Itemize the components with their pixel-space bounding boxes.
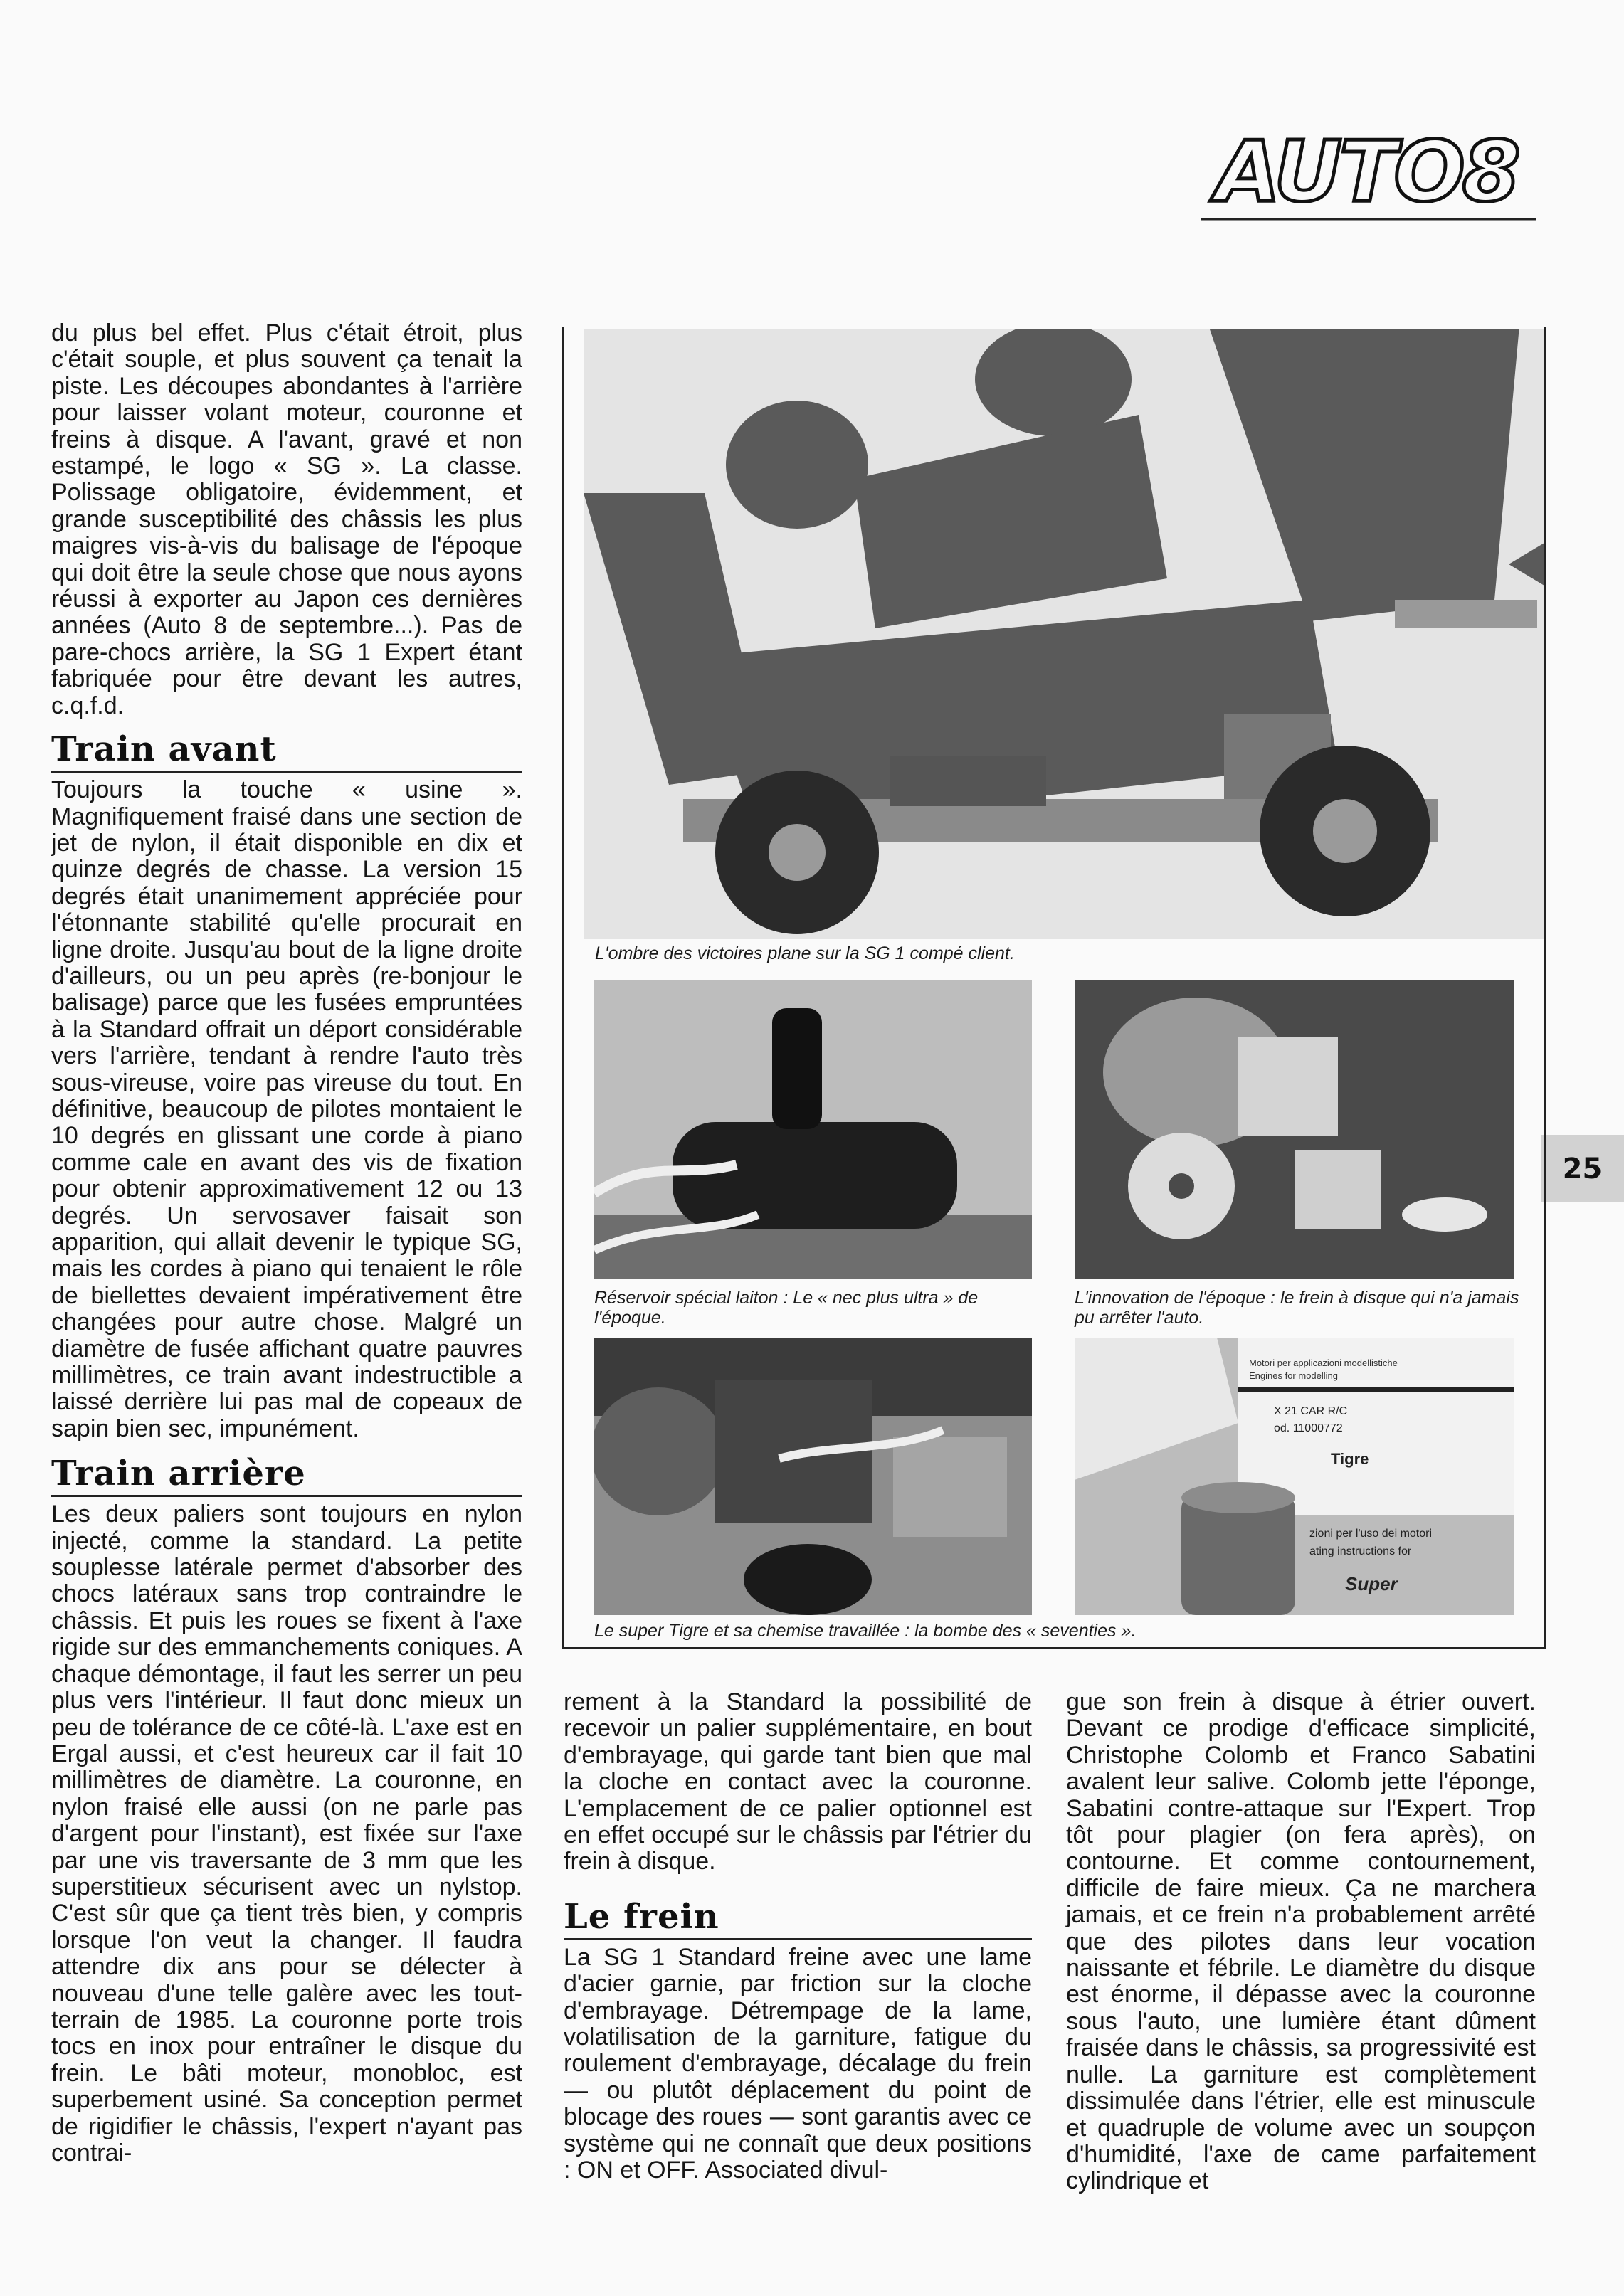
box-label-5: Tigre	[1331, 1450, 1369, 1468]
photo-frame-bottom	[562, 1647, 1546, 1649]
box-label-6: zioni per l'uso dei motori	[1309, 1528, 1433, 1540]
heading-train-avant: Train avant	[51, 729, 522, 773]
logo-text: AUTO8	[1216, 122, 1518, 221]
right-column	[1066, 1689, 1536, 2195]
left-column	[51, 320, 522, 2167]
tank-photo	[594, 980, 1032, 1279]
engine-photo	[594, 1338, 1032, 1615]
right-paragraph: gue son frein à disque à étrier ouvert. Devant ce prodige d'efficace simplicité, Christophe Colomb et Franco Sabatini avalent leur salive. Colomb jette l'éponge, Sabatini contre-attaque sur l'Expert. Trop tôt pour plagier (on fera après), on contourne. Et comme contournement, difficile de faire mieux. Ça ne marchera jamais, et ce frein n'a probablement arrêté que des pilotes dans leur vocation naissante et fébrile. Le diamètre du disque est énorme, il dépasse avec la couronne sous l'auto, une lumière étant dûment fraisée dans le châssis, sa progressivité est nulle. La garniture est complètement dissimulée dans l'étrier, elle est minuscule et quadruple de volume avec un soupçon d'humidité, l'axe de came parfaitement cylindrique et	[1066, 1688, 1536, 2195]
heading-le-frein: Le frein	[564, 1897, 1032, 1940]
box-label-1: Motori per applicazioni modellistiche	[1249, 1358, 1398, 1368]
box-label-2: Engines for modelling	[1249, 1370, 1339, 1381]
box-label-8: Super	[1345, 1573, 1398, 1594]
middle-paragraph: rement à la Standard la possibilité de recevoir un palier supplémentaire, en bout d'embrayage, qui garde tant bien que mal la cloche en contact avec la couronne. L'emplacement de ce palier optionnel est en effet occupé sur le châssis par l'étrier du frein à disque.	[564, 1688, 1032, 1876]
brake-paragraph: La SG 1 Standard freine avec une lame d'acier garnie, par friction sur la cloche d'embrayage. Détrempage de la lame, volatilisation de la garniture, fatigue du roulement d'embrayage, décalage du frein — ou plutôt déplacement du point de blocage des roues — sont garantis avec ce système qui ne connaît que deux positions : ON et OFF. Associated divul-	[564, 1943, 1032, 2184]
brake-photo-caption: L'innovation de l'époque : le frein à disque qui n'a jamais pu arrêter l'auto.	[1075, 1288, 1519, 1328]
cylinder-box-photo	[1075, 1338, 1514, 1615]
box-label-7: ating instructions for	[1309, 1545, 1412, 1557]
engine-photo-caption: Le super Tigre et sa chemise travaillée : la bombe des « seventies ».	[594, 1621, 1137, 1641]
tank-photo-caption: Réservoir spécial laiton : Le « nec plus ultra » de l'époque.	[594, 1288, 979, 1328]
photo-frame-right	[1544, 327, 1546, 1647]
photo-frame-left	[562, 327, 564, 1647]
main-photo-caption: L'ombre des victoires plane sur la SG 1 compé client.	[595, 943, 1015, 963]
page-number-tab	[1541, 1135, 1624, 1202]
heading-train-arriere: Train arrière	[51, 1454, 522, 1497]
rear-paragraph: Les deux paliers sont toujours en nylon injecté, comme la standard. La petite souplesse latérale permet d'absorber des chocs latéraux sans trop contraindre le châssis. Et puis les roues se fixent à l'axe rigide sur des emmanchements coniques. A chaque démontage, il faut les serrer un peu plus vers l'intérieur. Il faut donc mieux un peu de tolérance de ce côté-là. L'axe est en Ergal aussi, et c'est heureux car il fait 10 millimètres de diamètre. La couronne, en nylon fraisé elle aussi (on ne parle pas d'argent pour l'instant), est fixée sur l'axe par une vis traversante de 3 mm que les superstitieux sécurisent avec un nylstop. C'est sûr que ça tient très bien, y compris lorsque l'on veut la changer. Il faudra attendre dix ans pour se délecter à nouveau d'une telle galère avec les tout-terrain de 1985. La couronne porte trois tocs en inox pour entraîner le disque du frein. Le bâti moteur, monobloc, est superbement usiné. Sa conception permet de rigidifier le châssis, l'expert n'ayant pas contrai-	[51, 1501, 522, 2167]
box-label-4: od. 11000772	[1274, 1422, 1343, 1434]
auto8-logo	[1201, 121, 1543, 221]
intro-paragraph: du plus bel effet. Plus c'était étroit, plus c'était souple, et plus souvent ça tenait la piste. Les découpes abondantes à l'arrière pour laisser volant moteur, couronne et freins à disque. A l'avant, gravé et non estampé, le logo « SG ». La classe. Polissage obligatoire, évidemment, et grande susceptibilité des châssis les plus maigres vis-à-vis du balisage de l'époque qui doit être la seule chose que nous ayons réussi à exporter au Japon ces dernières années (Auto 8 de septembre...). Pas de pare-chocs arrière, la SG 1 Expert étant fabriquée pour être devant les autres, c.q.f.d.	[51, 319, 522, 719]
middle-column	[564, 1689, 1032, 2184]
front-paragraph: Toujours la touche « usine ». Magnifiquement fraisé dans une section de jet de nylon, il était disponible en dix et quinze degrés de chasse. La version 15 degrés était unanimement appréciée pour l'étonnante stabilité qu'elle procurait en ligne droite. Jusqu'au bout de la ligne droite d'ailleurs, ou un peu après (re-bonjour le balisage) parce que les fusées empruntées à la Standard offrait un déport considérable vers l'arrière, tendant à rendre l'auto très sous-vireuse, voire pas vireuse du tout. En définitive, beaucoup de pilotes montaient le 10 degrés en glissant une corde à piano comme cale en avant des vis de fixation pour obtenir approximativement 12 ou 13 degrés. Un servosaver faisait son apparition, qui allait devenir le typique SG, mais les cordes à piano qui tenaient le rôle de biellettes devaient impérativement être changées pour autre chose. Malgré un diamètre de fusée affichant quatre pauvres millimètres, ce train avant indestructible a laissé derrière lui pas mal de copeaux de sapin bien sec, impunément.	[51, 776, 522, 1442]
main-car-photo	[584, 329, 1544, 939]
box-label-3: X 21 CAR R/C	[1274, 1405, 1348, 1417]
brake-disc-photo	[1075, 980, 1514, 1279]
page-number: 25	[1562, 1152, 1603, 1185]
